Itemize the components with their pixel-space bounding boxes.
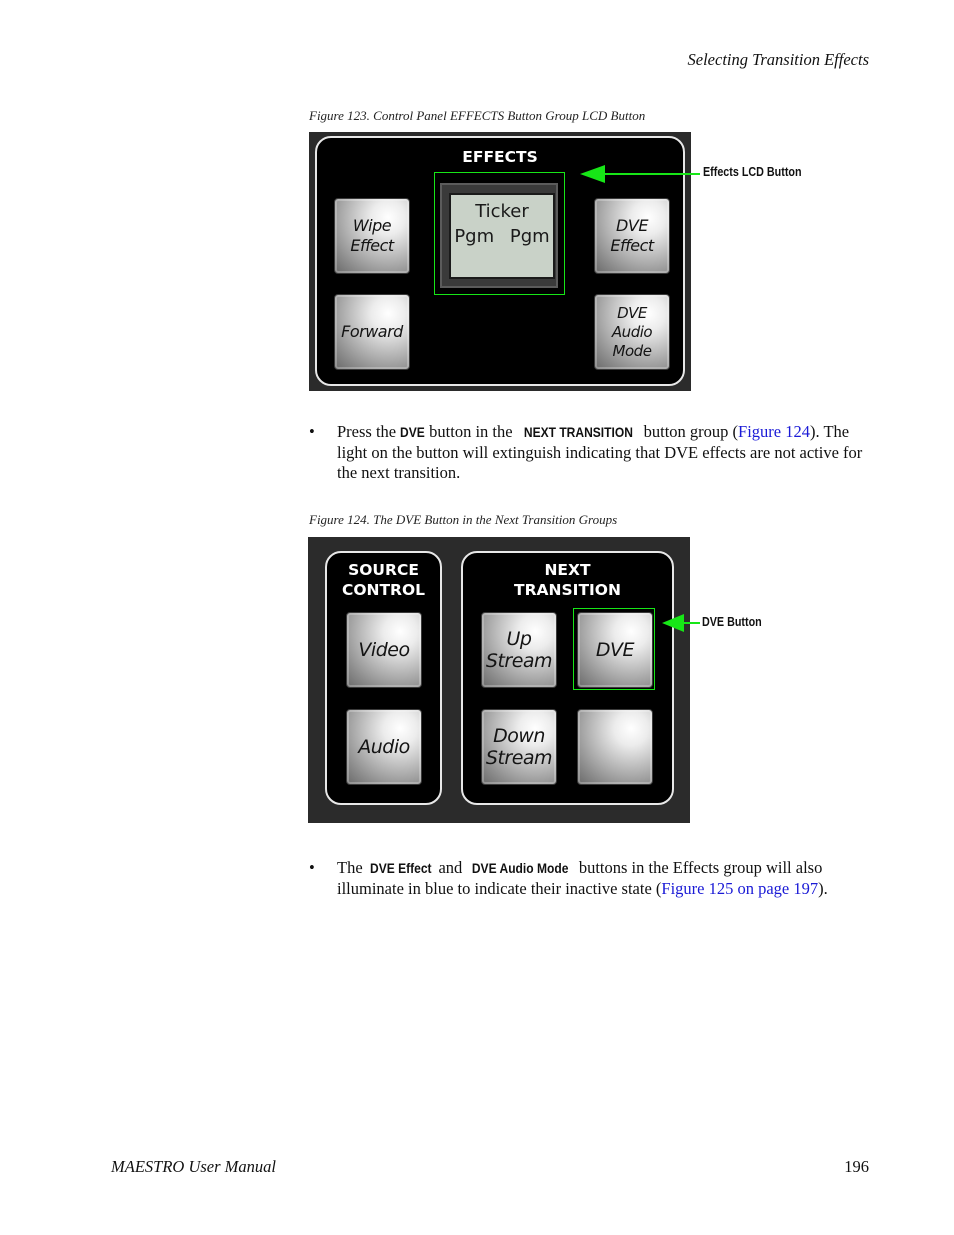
text-run: buttons in the Effects group will also illuminate in blue to indicate their inactive state (: [337, 858, 823, 898]
footer-page-number: 196: [844, 1157, 869, 1176]
lcd-line-2: Pgm Pgm: [454, 226, 550, 247]
running-header: Selecting Transition Effects: [687, 50, 869, 69]
lcd-line-1: Ticker: [475, 201, 529, 222]
audio-button[interactable]: [346, 709, 422, 785]
figure-123-caption: Figure 123. Control Panel EFFECTS Button Group LCD Button: [309, 108, 646, 123]
ui-term-dve-effect: DVE Effect: [369, 860, 432, 876]
video-label: Video: [358, 639, 410, 661]
bullet-marker: •: [309, 422, 315, 441]
dve-highlight-box: [573, 608, 655, 690]
bullet-item-1: [309, 422, 869, 484]
video-button[interactable]: [346, 612, 422, 688]
up-stream-button[interactable]: [481, 612, 557, 688]
footer-manual-title: MAESTRO User Manual: [111, 1157, 276, 1176]
dve-callout-arrowhead: [662, 614, 684, 632]
down-stream-label: Down Stream: [485, 725, 553, 769]
ui-term-dve-audio-mode: DVE Audio Mode: [472, 860, 569, 876]
effects-lcd-callout-arrow: [560, 160, 705, 190]
forward-button[interactable]: [334, 294, 410, 370]
text-run: and: [434, 858, 467, 877]
text-run: ).: [818, 878, 828, 898]
text-run: button group (: [639, 422, 739, 441]
bullet-item-2: [309, 858, 869, 899]
text-run: Press the: [337, 422, 401, 441]
source-control-title: SOURCE CONTROL: [341, 561, 426, 599]
text-run: ). The light on the button will extinguish indicating that DVE effects are not active for the next transition.: [337, 422, 863, 482]
dve-effect-button[interactable]: [594, 198, 670, 274]
dve-audio-mode-button[interactable]: [594, 294, 670, 370]
figure-124-caption: Figure 124. The DVE Button in the Next Transition Groups: [309, 512, 618, 527]
dve-label: DVE: [595, 639, 635, 661]
figure-125-link[interactable]: Figure 125 on page 197: [661, 878, 819, 898]
text-run: button in the: [425, 422, 517, 441]
up-stream-label: Up Stream: [485, 628, 553, 672]
ui-term-next-transition: NEXT TRANSITION: [523, 424, 633, 440]
next-transition-title: NEXT TRANSITION: [514, 561, 621, 599]
dve-effect-label: DVE Effect: [610, 216, 654, 255]
lcd-highlight-box: [434, 172, 565, 295]
effects-group-title: EFFECTS: [462, 148, 538, 166]
dve-audio-mode-label: DVE Audio Mode: [611, 303, 653, 360]
bullet-marker: •: [309, 858, 315, 877]
blank-button[interactable]: [577, 709, 653, 785]
dve-callout-arrow: [650, 610, 702, 638]
wipe-effect-button[interactable]: [334, 198, 410, 274]
figure-124-link[interactable]: Figure 124: [738, 422, 811, 441]
forward-label: Forward: [341, 322, 403, 341]
audio-label: Audio: [358, 736, 410, 758]
down-stream-button[interactable]: [481, 709, 557, 785]
text-run: The: [337, 858, 367, 877]
ui-term-dve: DVE: [400, 424, 426, 440]
bullet-1-text: [337, 422, 869, 484]
dve-callout-label: DVE Button: [702, 615, 762, 629]
bullet-2-text: [337, 858, 869, 899]
wipe-effect-label: Wipe Effect: [350, 216, 394, 255]
effects-lcd-callout-label: Effects LCD Button: [703, 165, 802, 179]
effects-lcd-callout-arrowhead: [580, 165, 605, 183]
